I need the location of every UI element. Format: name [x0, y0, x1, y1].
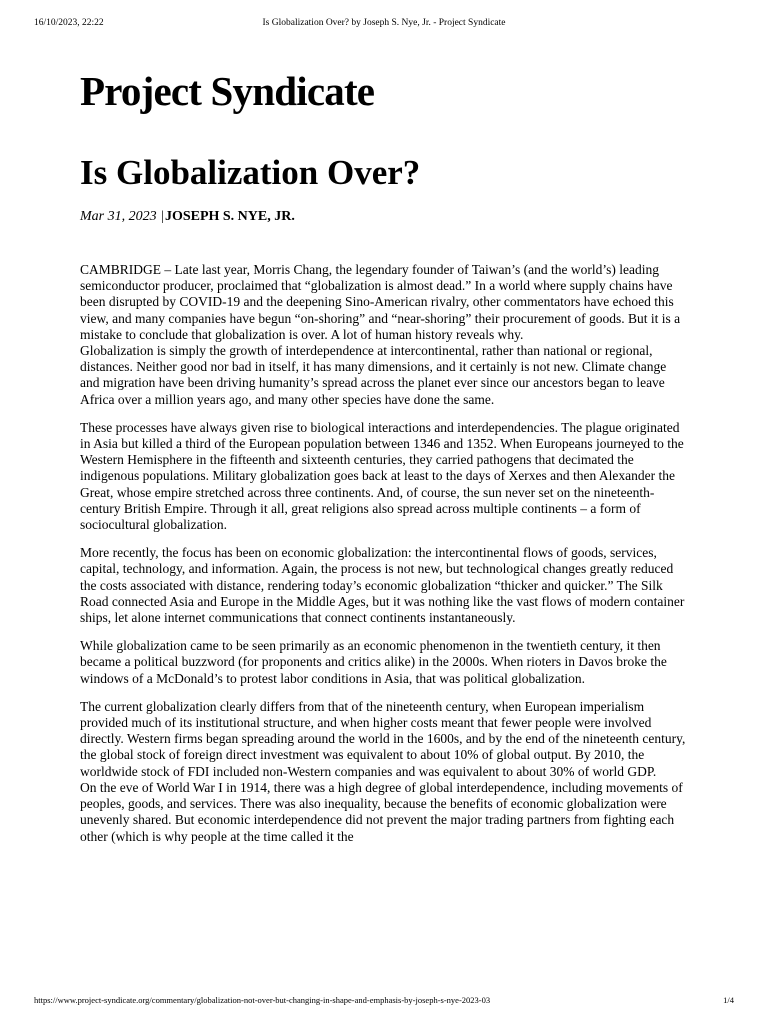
article-paragraph: More recently, the focus has been on economic globalization: the intercontinental flows of goods, services, capital, technology, and information. Again, the process is not new, but technological changes greatly reduced the costs associated with distance, rendering today’s economic globalization “thicker and quicker.” The Silk Road connected Asia and Europe in the Middle Ages, but it was nothing like the vast flows of modern container ships, let alone internet communications that connect continents instantaneously. — [80, 545, 685, 626]
print-header — [0, 17, 768, 31]
print-url: https://www.project-syndicate.org/commentary/globalization-not-over-but-changing-in-shape-and-emphasis-by-joseph-s-nye-2023-03 — [34, 995, 491, 1005]
site-masthead-logo[interactable]: Project Syndicate — [80, 68, 375, 114]
print-page-title: Is Globalization Over? by Joseph S. Nye, Jr. - Project Syndicate — [262, 18, 506, 28]
article-paragraph: While globalization came to be seen primarily as an economic phenomenon in the twentieth century, it then became a political buzzword (for proponents and critics alike) in the 2000s. When rioters in Davos broke the windows of a McDonald’s to protest labor conditions in Asia, that was political globalization. — [80, 638, 667, 686]
byline-separator: | — [161, 209, 164, 224]
article-author[interactable]: JOSEPH S. NYE, JR. — [164, 209, 295, 224]
article-date: Mar 31, 2023 — [80, 209, 157, 224]
article-body — [80, 262, 687, 857]
article-byline — [80, 208, 295, 226]
print-page-number: 1/4 — [723, 995, 734, 1005]
article-paragraph: These processes have always given rise to biological interactions and interdependencies. The plague originated in Asia but killed a third of the European population between 1346 and 1352. When Europeans journeyed to the Western Hemisphere in the fifteenth and sixteenth centuries, they carried pathogens that decimated the indigenous populations. Military globalization goes back at least to the days of Xerxes and then Alexander the Great, whose empire stretched across three continents. And, of course, the sun never set on the nineteenth-century British Empire. Through it all, great religions also spread across multiple continents – a form of sociocultural globalization. — [80, 419, 684, 533]
article-paragraph: CAMBRIDGE – Late last year, Morris Chang, the legendary founder of Taiwan’s (and the world’s) leading semiconductor producer, proclaimed that “globalization is almost dead.” In a world where supply chains have been disrupted by COVID-19 and the deepening Sino-American rivalry, other commentators have echoed this view, and many companies have begun “on-shoring” and “near-shoring” their procurement of goods. But it is a mistake to conclude that globalization is over. A lot of human history reveals why. — [80, 262, 681, 342]
print-footer — [0, 994, 768, 1008]
article-paragraph: Globalization is simply the growth of interdependence at intercontinental, rather than national or regional, distances. Neither good nor bad in itself, it has many dimensions, and it certainly is not new. Climate change and migration have been driving humanity’s spread across the planet ever since our ancestors began to leave Africa over a million years ago, and many other species have done the same. — [80, 343, 667, 407]
print-datetime: 16/10/2023, 22:22 — [34, 18, 104, 28]
article-paragraph: The current globalization clearly differs from that of the nineteenth century, when European imperialism provided much of its institutional structure, and when higher costs meant that fewer people were involved directly. Western firms began spreading around the world in the 1600s, and by the end of the nineteenth century, the global stock of foreign direct investment was equivalent to about 10% of global output. By 2010, the worldwide stock of FDI included non-Western companies and was equivalent to about 30% of world GDP. — [80, 698, 686, 779]
article-paragraph: On the eve of World War I in 1914, there was a high degree of global interdependence, including movements of peoples, goods, and services. There was also inequality, because the benefits of economic globalization were unevenly shared. But economic interdependence did not prevent the major trading partners from fighting each other (which is why people at the time called it the — [80, 779, 683, 844]
article-title: Is Globalization Over? — [80, 153, 421, 192]
